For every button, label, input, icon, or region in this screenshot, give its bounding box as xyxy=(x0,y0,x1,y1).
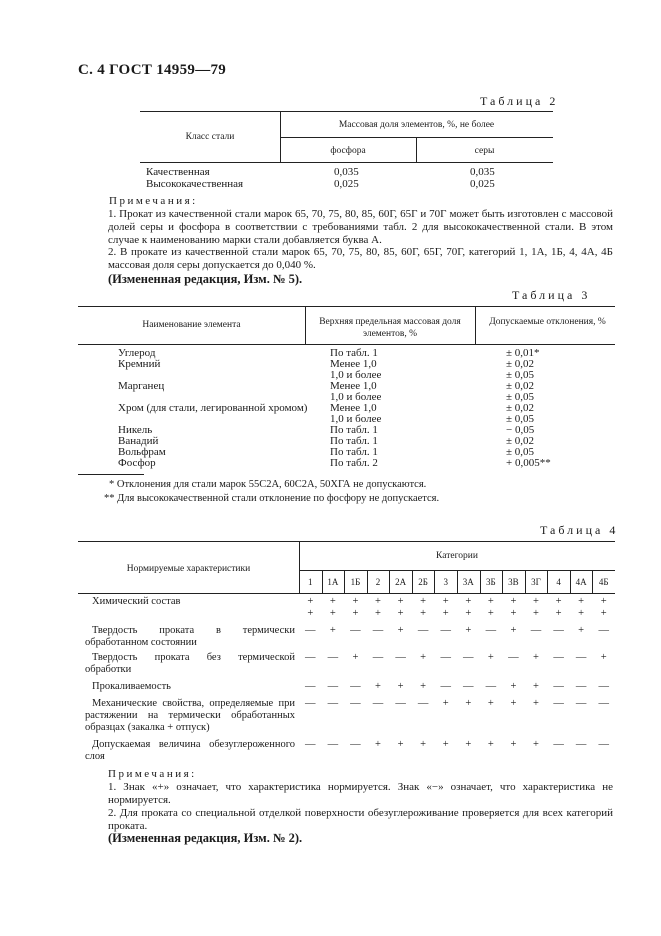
table2-row1-name: Качественная xyxy=(146,166,210,178)
table4-cell: + xyxy=(578,608,585,619)
table4-cell: — xyxy=(463,652,474,663)
table3-limits xyxy=(330,348,381,469)
table4-cell: — xyxy=(598,698,609,709)
table4-col-char: Нормируемые характеристики xyxy=(126,564,251,574)
table4-cell: + xyxy=(375,596,381,607)
table3-dev: ± 0,02 xyxy=(506,435,535,447)
table4-cell: + xyxy=(465,625,472,636)
table4-cell: + xyxy=(600,596,607,607)
table4-cell: + xyxy=(420,681,427,692)
table3-name: Никель xyxy=(118,424,153,436)
table4-cell: + xyxy=(375,739,381,750)
table4-cell: — xyxy=(417,698,429,709)
table4-cell: — xyxy=(350,698,361,709)
table4-caption: Таблица 4 xyxy=(540,523,619,537)
table4-cell: — xyxy=(395,652,406,663)
table4-cell: — xyxy=(598,681,609,692)
table4-cell: — xyxy=(485,681,497,692)
table4-cell: — xyxy=(350,681,361,692)
table3-devs xyxy=(506,348,551,469)
table4-cell: + xyxy=(465,608,472,619)
change-note-2: (Измененная редакция, Изм. № 2). xyxy=(108,831,303,845)
table3-limit: По табл. 1 xyxy=(330,435,378,447)
table4-cell: + xyxy=(510,608,517,619)
table2-col-class: Класс стали xyxy=(185,132,235,142)
table4-cell: + xyxy=(510,698,517,709)
table4-cell: + xyxy=(487,652,494,663)
table4-cell: + xyxy=(510,596,517,607)
table4-cell: + xyxy=(352,596,359,607)
table4-row-name: Твердость проката в термически обработанном состоянии xyxy=(85,625,295,648)
table3-dev: ± 0,02 xyxy=(506,402,535,414)
table4-row-name: Прокаливаемость xyxy=(92,681,171,692)
table4-cat-header: 4А xyxy=(575,577,587,587)
table4-cat-header: 2 xyxy=(375,577,381,587)
table4-cell: — xyxy=(305,698,316,709)
table4-cell: + xyxy=(307,596,314,607)
table3-name: Хром (для стали, легированной хромом) xyxy=(118,402,308,414)
table3-dev: ± 0,02 xyxy=(506,358,535,370)
table3-dev: ± 0,05 xyxy=(506,369,535,381)
table4-cell: + xyxy=(487,596,494,607)
table4-cell: + xyxy=(329,596,336,607)
table4-cell: — xyxy=(395,698,406,709)
table3-footnote2: ** Для высококачественной стали отклонение по фосфору не допускается. xyxy=(104,493,440,504)
table4-cell: + xyxy=(397,596,404,607)
table4-cell: — xyxy=(553,625,564,636)
table3-name: Кремний xyxy=(118,358,161,370)
table4-cell: + xyxy=(352,652,359,663)
table4-cell: — xyxy=(575,652,587,663)
table2-caption: Таблица 2 xyxy=(480,94,559,108)
notes2-title: Примечания: xyxy=(108,768,197,780)
table4-cell: — xyxy=(372,652,384,663)
notes2-item1: 1. Знак «+» означает, что характеристика нормируется. Знак «−» означает, что характеристика не нормируется. xyxy=(108,781,613,806)
table2-row2-s: 0,025 xyxy=(470,178,495,190)
table3-limit: Менее 1,0 xyxy=(330,358,377,370)
table3-col-limit: Верхняя предельная массовая доля элементов, % xyxy=(319,317,461,339)
table4-cell: + xyxy=(442,739,449,750)
table4-cell: — xyxy=(598,739,609,750)
table4-cell: + xyxy=(578,625,585,636)
table2-col-s: серы xyxy=(474,146,495,156)
table3-dev: ± 0,05 xyxy=(506,446,535,458)
table4-cell: — xyxy=(575,698,587,709)
table4-cell: — xyxy=(305,739,316,750)
table4-cat-header: 3Г xyxy=(531,577,541,587)
table2-row1-s: 0,035 xyxy=(470,166,495,178)
table3-dev: ± 0,02 xyxy=(506,380,535,392)
table4-cell: — xyxy=(598,625,609,636)
table3-col-name: Наименование элемента xyxy=(142,320,241,330)
table4-row-name: Допускаемая величина обезуглероженного слоя xyxy=(85,739,295,762)
table4-cell: — xyxy=(553,739,564,750)
table4-cell: — xyxy=(417,625,429,636)
table2-col-p: фосфора xyxy=(330,146,366,156)
notes1-item2: 2. В прокате из качественной стали марок 65, 70, 75, 80, 85, 60Г, 65Г, 70Г, категорий 1, 1А, 1Б, 4, 4А, 4Б массовая доля серы допускается до 0,040 %. xyxy=(108,246,613,271)
table2-row1-p: 0,035 xyxy=(334,166,359,178)
table3-limit: 1,0 и более xyxy=(330,413,382,425)
table4-cell: + xyxy=(465,739,472,750)
notes1-item1: 1. Прокат из качественной стали марок 65, 70, 75, 80, 85, 60Г, 65Г и 70Г может быть изготовлен с массовой долей серы и фосфора в соответствии с требованиями табл. 2 для высококачественной стали. В этом случае к наименованию марки стали добавляется буква А. xyxy=(108,208,613,246)
table3-dev: ± 0,01* xyxy=(506,347,540,359)
page-header: С. 4 ГОСТ 14959—79 xyxy=(78,62,227,78)
table4-cell: — xyxy=(305,681,316,692)
table3-footnote1: * Отклонения для стали марок 55С2А, 60С2А, 50ХГА не допускаются. xyxy=(109,479,427,490)
table3-name: Марганец xyxy=(118,380,165,392)
table3-dev: ± 0,05 xyxy=(506,413,535,425)
table4-cell: + xyxy=(397,681,404,692)
table3-names xyxy=(118,348,307,469)
table2-row2-name: Высококачественная xyxy=(146,178,244,190)
table4-cell: — xyxy=(327,739,339,750)
notes1-title: Примечания: xyxy=(109,195,198,207)
notes2-item2: 2. Для проката со специальной отделкой поверхности обезуглероживание проверяется для всех категорий проката. xyxy=(108,807,613,832)
table4-cell: + xyxy=(555,596,562,607)
table4-cell: + xyxy=(375,681,381,692)
table4-cell: + xyxy=(533,596,539,607)
table4-cell: + xyxy=(329,625,336,636)
table4-cell: + xyxy=(420,652,427,663)
table3-dev: + 0,005** xyxy=(506,457,551,469)
table4-cell: + xyxy=(533,652,539,663)
table4-cat-header: 4Б xyxy=(598,577,609,587)
table3-col-dev: Допускаемые отклонения, % xyxy=(489,317,606,327)
table4-row-name: Механические свойства, определяемые при растяжении на термически обработанных образцах (закалка + отпуск) xyxy=(85,698,295,733)
table4-row-name: Химический состав xyxy=(92,596,181,607)
table4-cell: — xyxy=(327,681,339,692)
table4-cell: + xyxy=(442,608,449,619)
table3-limit: 1,0 и более xyxy=(330,391,382,403)
table4-cell: + xyxy=(397,608,404,619)
table4-cell: — xyxy=(553,681,564,692)
table3-name: Фосфор xyxy=(118,457,156,469)
table4-cat-header: 1 xyxy=(308,577,313,587)
table4-cell: — xyxy=(372,698,384,709)
table4-cell: + xyxy=(510,681,517,692)
table2-row2-p: 0,025 xyxy=(334,178,359,190)
table4-cell: — xyxy=(350,625,361,636)
table4-cell: — xyxy=(305,652,316,663)
table4-cell: + xyxy=(487,698,494,709)
table4-cell: + xyxy=(442,698,449,709)
table3-limit: По табл. 1 xyxy=(330,424,378,436)
table4-cell: + xyxy=(578,596,585,607)
table4-cell: + xyxy=(487,608,494,619)
table3-name: Ванадий xyxy=(118,435,159,447)
table4-cell: + xyxy=(510,625,517,636)
table4-cell: — xyxy=(485,625,497,636)
table4-cell: + xyxy=(510,739,517,750)
table4-cell: + xyxy=(533,608,539,619)
table4-cell: + xyxy=(555,608,562,619)
table4-cell: — xyxy=(553,698,564,709)
table4-cell: + xyxy=(600,608,607,619)
table4-cell: + xyxy=(533,739,539,750)
table3-limit: Менее 1,0 xyxy=(330,380,377,392)
table4-cell: — xyxy=(305,625,316,636)
table4-cell: + xyxy=(533,698,539,709)
table4-cell: + xyxy=(420,596,427,607)
table4-cat-header: 3А xyxy=(462,577,474,587)
table3-limit: 1,0 и более xyxy=(330,369,382,381)
table3-limit: Менее 1,0 xyxy=(330,402,377,414)
table3-dev: − 0,05 xyxy=(506,424,535,436)
table4-cell: — xyxy=(327,652,339,663)
table4-cell: — xyxy=(372,625,384,636)
table3-limit: По табл. 2 xyxy=(330,457,378,469)
table4-cell: — xyxy=(575,739,587,750)
table4-cell: — xyxy=(508,652,519,663)
table4-cat-header: 1А xyxy=(327,577,339,587)
table4-col-cat: Категории xyxy=(436,551,478,561)
change-note-5: (Измененная редакция, Изм. № 5). xyxy=(108,272,303,286)
table4-cell: — xyxy=(530,625,542,636)
table3-name: Вольфрам xyxy=(118,446,166,458)
table3-dev: ± 0,05 xyxy=(506,391,535,403)
table4-cell: — xyxy=(463,681,474,692)
table4-cell: — xyxy=(440,652,451,663)
table4-cat-header: 1Б xyxy=(350,577,361,587)
table4-cat-header: 3В xyxy=(508,577,519,587)
table4-cell: + xyxy=(375,608,381,619)
table4-cell: + xyxy=(397,739,404,750)
table4-cell: + xyxy=(600,652,607,663)
table4-cell: + xyxy=(420,608,427,619)
table4-cell: — xyxy=(440,681,451,692)
table4-cell: — xyxy=(440,625,451,636)
table3-caption: Таблица 3 xyxy=(512,288,591,302)
table4-cat-header: 3Б xyxy=(486,577,496,587)
table4-cell: — xyxy=(553,652,564,663)
table3-name: Углерод xyxy=(118,347,156,359)
table4-cat-header: 2Б xyxy=(418,577,428,587)
table4-cell: + xyxy=(352,608,359,619)
table2-col-group: Массовая доля элементов, %, не более xyxy=(338,120,495,130)
table4-cell: + xyxy=(533,681,539,692)
table4-cat-header: 4 xyxy=(556,577,561,587)
table4-cat-header: 3 xyxy=(443,577,448,587)
table4-cell: + xyxy=(465,596,472,607)
table4-row-name: Твердость проката без термической обработки xyxy=(85,652,295,675)
table3-limit: По табл. 1 xyxy=(330,446,378,458)
table4-cell: — xyxy=(327,698,339,709)
table4-cell: + xyxy=(442,596,449,607)
table4-cell: — xyxy=(350,739,361,750)
table4-cell: + xyxy=(465,698,472,709)
table4-cell: + xyxy=(397,625,404,636)
table3-limit: По табл. 1 xyxy=(330,347,378,359)
table4-cell: + xyxy=(420,739,427,750)
table4-cell: + xyxy=(487,739,494,750)
table4-cell: — xyxy=(575,681,587,692)
table4-cell: + xyxy=(329,608,336,619)
table4-cell: + xyxy=(307,608,314,619)
table4-cat-header: 2А xyxy=(395,577,407,587)
